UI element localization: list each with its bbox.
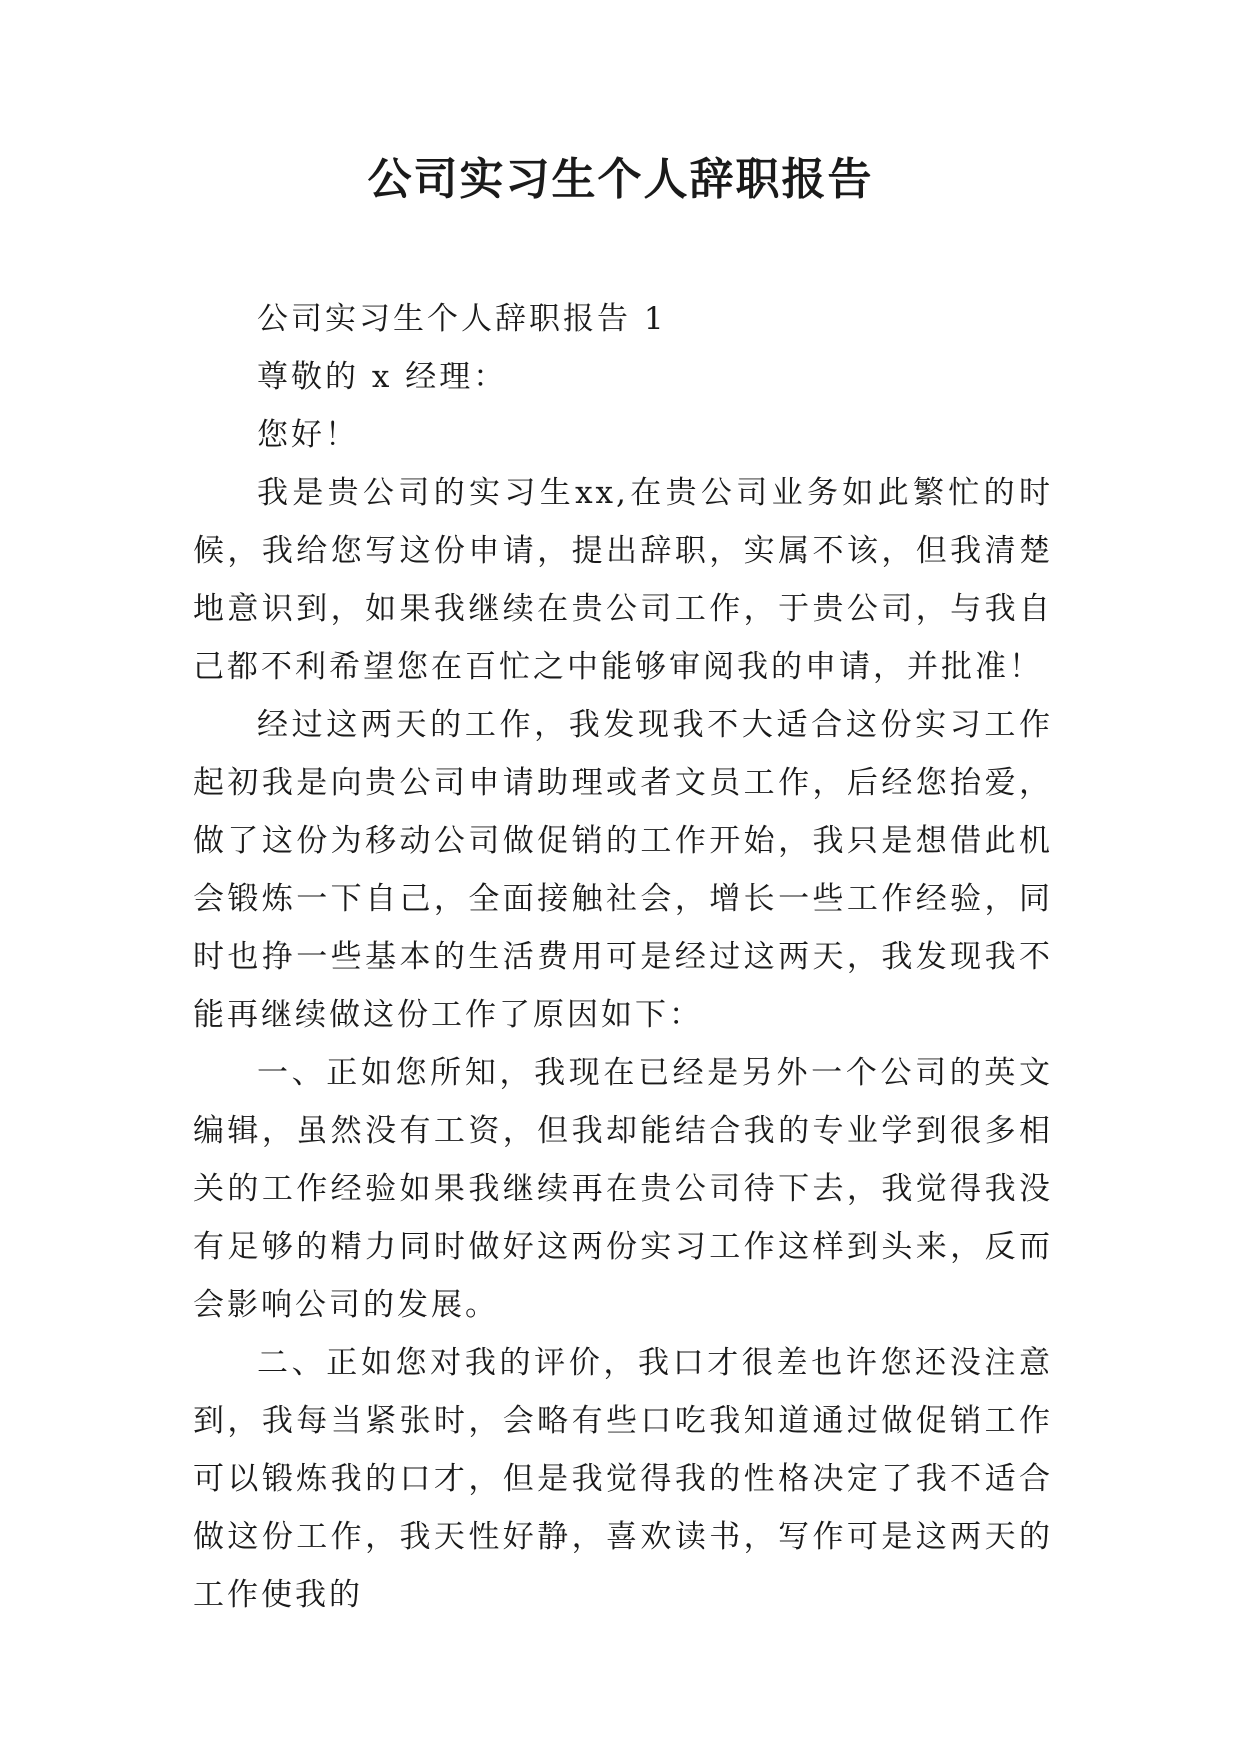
- paragraph-intro: 我是贵公司的实习生xx,在贵公司业务如此繁忙的时候，我给您写这份申请，提出辞职，实属不该，但我清楚地意识到，如果我继续在贵公司工作，于贵公司，与我自己都不利希望您在百忙之中能够审阅我的申请，并批准！: [193, 475, 1053, 685]
- report-heading: 公司实习生个人辞职报告 1: [257, 301, 667, 337]
- greeting: 您好！: [257, 417, 359, 453]
- paragraph-reason-one: 一、正如您所知，我现在已经是另外一个公司的英文编辑，虽然没有工资，但我却能结合我的专业学到很多相关的工作经验如果我继续再在贵公司待下去，我觉得我没有足够的精力同时做好这两份实习工作这样到头来，反而会影响公司的发展。: [193, 1055, 1053, 1323]
- document-body: [193, 290, 1053, 1624]
- paragraph-reason-two: 二、正如您对我的评价，我口才很差也许您还没注意到，我每当紧张时，会略有些口吃我知道通过做促销工作可以锻炼我的口才，但是我觉得我的性格决定了我不适合做这份工作，我天性好静，喜欢读书，写作可是这两天的工作使我的: [193, 1345, 1053, 1613]
- salutation: 尊敬的 x 经理：: [257, 359, 508, 395]
- paragraph-background: 经过这两天的工作，我发现我不大适合这份实习工作起初我是向贵公司申请助理或者文员工作，后经您抬爱，做了这份为移动公司做促销的工作开始，我只是想借此机会锻炼一下自己，全面接触社会，增长一些工作经验，同时也挣一些基本的生活费用可是经过这两天，我发现我不能再继续做这份工作了原因如下：: [193, 707, 1053, 1033]
- document-title: 公司实习生个人辞职报告: [367, 154, 874, 205]
